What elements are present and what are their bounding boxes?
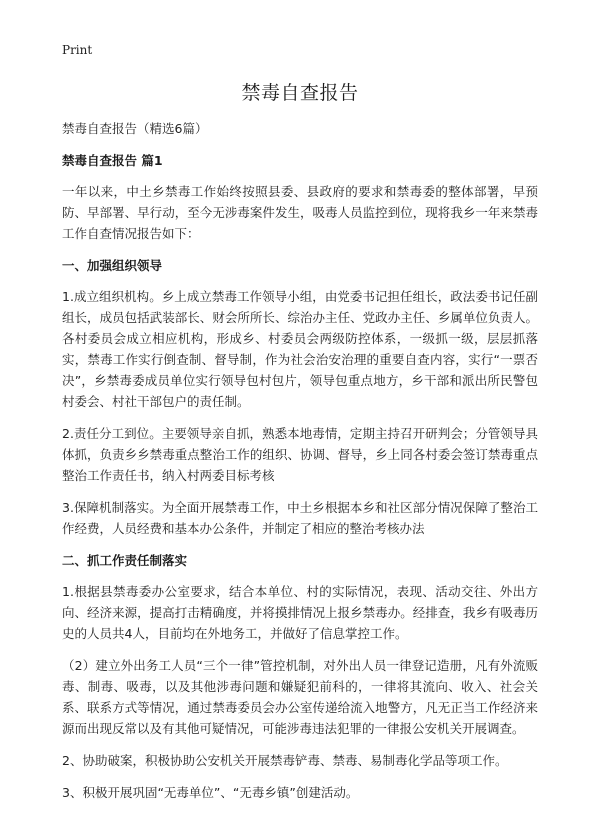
section-paragraph: 1.成立组织机构。乡上成立禁毒工作领导小组，由党委书记担任组长，政法委书记任副组长，成员包括武装部长、财会所所长、综治办主任、党政办主任、乡属单位负责人。各村委员会成立相应机构，形成乡、村委员会两级防控体系，一级抓一级，层层抓落实，禁毒工作实行倒查制、督导制，作为社会治安治理的重要自查内容，实行“一票否决”，乡禁毒委成员单位实行领导包村包片，领导包重点地方，乡干部和派出所民警包村委会、村社干部包户的责任制。 — [62, 289, 538, 409]
section-heading: 二、抓工作责任制落实 — [62, 553, 188, 568]
section-paragraph: （2）建立外出务工人员“三个一律”管控机制，对外出人员一律登记造册，凡有外流贩毒、制毒、吸毒，以及其他涉毒问题和嫌疑犯前科的，一律将其流向、收入、社会关系、联系方式等情况，通过禁毒委员会办公室传递给流入地警方，凡无正当工作经济来源而出现反常以及有其他可疑情况，可能涉毒违法犯罪的一律报公安机关开展调查。 — [62, 658, 538, 736]
section-paragraph: 1.根据县禁毒委办公室要求，结合本单位、村的实际情况，表现、活动交往、外出方向、经济来源，提高打击精确度，并将摸排情况上报乡禁毒办。经排查，我乡有吸毒历史的人员共4人，目前均在外地务工，并做好了信息掌控工作。 — [62, 584, 538, 641]
section-paragraph: 2.责任分工到位。主要领导亲自抓，熟悉本地毒情，定期主持召开研判会；分管领导具体抓，负责乡乡禁毒重点整治工作的组织、协调、督导，乡上同各村委会签订禁毒重点整治工作责任书，纳入村两委目标考核 — [62, 426, 538, 483]
section-paragraph: 3、积极开展巩固“无毒单位”、“无毒乡镇”创建活动。 — [62, 785, 359, 800]
print-link[interactable]: Print — [62, 43, 93, 57]
section-paragraph: 3.保障机制落实。为全面开展禁毒工作，中土乡根据本乡和社区部分情况保障了整治工作经费，人员经费和基本办公条件，并制定了相应的整治考核办法 — [62, 500, 538, 536]
document-subtitle: 禁毒自查报告（精选6篇） — [62, 121, 208, 136]
chapter-title: 禁毒自查报告 篇1 — [62, 153, 163, 168]
document-title: 禁毒自查报告 — [241, 82, 359, 104]
intro-paragraph: 一年以来，中土乡禁毒工作始终按照县委、县政府的要求和禁毒委的整体部署，早预防、早部署、早行动，至今无涉毒案件发生，吸毒人员监控到位，现将我乡一年来禁毒工作自查情况报告如下： — [62, 184, 538, 241]
section-paragraph: 2、协助破案，积极协助公安机关开展禁毒铲毒、禁毒、易制毒化学品等项工作。 — [62, 753, 508, 768]
section-heading: 一、加强组织领导 — [62, 258, 163, 273]
